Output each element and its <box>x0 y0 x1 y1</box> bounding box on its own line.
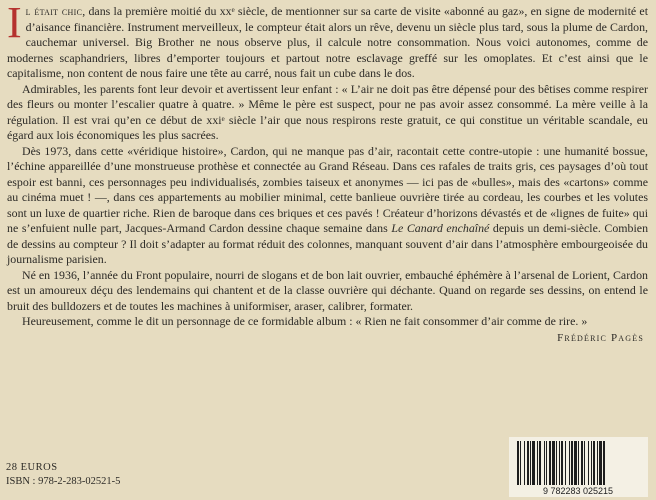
barcode-bar <box>530 441 531 485</box>
barcode-bar <box>578 441 579 485</box>
barcode-bar <box>574 441 577 485</box>
paragraph-1-text: , dans la première moitié du xxᵉ siècle, de mentionner sur sa carte de visite «abonné au gaz», en signe de modernité et d’aisance financière. Instrument merveilleux, le compteur était alors un rêve, devenu un siècle plus tard, sous la plume de Cardon, cauchemar universel. Big Brother ne nous observe plus, il calcule notre consommation. Nous voici autonomes, comme de modernes scaphandriers, libres d’emporter toujours et partout notre esclavage greffé sur les omoplates. Et c’est ainsi que le capitalisme, non content de nous faire une tête au carré, nous fait un cube dans le dos. <box>7 4 648 80</box>
barcode-bar <box>581 441 583 485</box>
price-label: 28 EUROS <box>6 462 58 473</box>
paragraph-4: Né en 1936, l’année du Front populaire, nourri de slogans et de bon lait ouvrier, embauché éphémère à l’arsenal de Lorient, Cardon est un amoureux déçu des lendemains qui chantent et de la classe ouvrière qui déchante. Quand on regarde ses dessins, on entend le bruit des bulldozers et de toutes les machines à uniformiser, araser, calibrer, formater. <box>7 267 648 313</box>
barcode-bar <box>559 441 560 485</box>
barcode-bar <box>549 441 551 485</box>
paragraph-1 <box>7 0 648 82</box>
barcode-bar <box>561 441 563 485</box>
barcode-bar <box>520 441 521 485</box>
paragraph-3-text-b: depuis un demi-siècle. Combien de dessins au compteur ? Il doit s’adapter au format réduit des colonnes, manquant souvent d’air dans l’atmosphère embourgeoisée du journalisme parisien. <box>7 221 649 266</box>
barcode-bar <box>603 441 605 485</box>
barcode-bar <box>571 441 573 485</box>
barcode-bar <box>556 441 557 485</box>
barcode-bar <box>593 441 595 485</box>
paragraph-2: Admirables, les parents font leur devoir et avertissent leur enfant : « L’air ne doit pas être dépensé pour des bêtises comme respirer des fleurs ou monter l’escalier quatre à quatre. » Même le père est suspect, pour ne pas avoir assez consommé. La mère veille à la régulation. Il est vrai qu’en ce début de xxiᵉ siècle l’air que nous respirons reste gratuit, ce qui constitue un véritable scandale, eu égard aux lois économiques les plus sacrées. <box>7 81 648 142</box>
barcode-bar <box>584 441 585 485</box>
barcode-digits: 9 782283 025215 <box>542 486 614 496</box>
barcode-bar <box>599 441 602 485</box>
barcode-bar <box>539 441 541 485</box>
barcode-bar <box>537 441 538 485</box>
barcode <box>509 437 648 497</box>
paragraph-3-text-a: Dès 1973, dans cette «véridique histoire», Cardon, qui ne manque pas d’air, racontait cette contre-utopie : une humanité bossue, l’échine appareillée d’une monstrueuse prothèse et connectée au Grand Réseau. Dans ces rafales de traits gris, ces paysages d’où tout espoir est banni, ces personnages peu individualisés, zombies taiseux et anonymes — ici pas de «bulles», mais des «cartons» comme au cinéma muet ! —, dans ces appartements au mobilier minimal, cette banlieue ouvrière tirée au cordeau, les courbes et les volutes sont un luxe de quartier riche. Rien de baroque dans ces briques et ces pavés ! Créateur d’horizons dévastés et de «lignes de fuite» qui ne s’enfuient nulle part, Jacques-Armand Cardon dessine chaque semaine dans <box>7 143 648 235</box>
barcode-bar <box>517 441 519 485</box>
newspaper-title: Le Canard enchaîné <box>391 221 490 235</box>
barcode-bar <box>588 441 589 485</box>
paragraph-3 <box>7 144 648 268</box>
barcode-bar <box>591 441 592 485</box>
barcode-bar <box>532 441 535 485</box>
barcode-graphic <box>509 437 648 497</box>
barcode-bar <box>524 441 525 485</box>
back-cover-text <box>7 0 649 346</box>
paragraph-5: Heureusement, comme le dit un personnage de ce formidable album : « Rien ne fait consommer d’air comme de rire. » <box>22 314 588 328</box>
barcode-bar <box>527 441 529 485</box>
drop-cap: I <box>7 0 22 47</box>
lead-in: l était chic <box>25 4 83 18</box>
barcode-bar <box>565 441 566 485</box>
barcode-bar <box>597 441 598 485</box>
barcode-bar <box>544 441 545 485</box>
barcode-bar <box>552 441 555 485</box>
barcode-bar <box>546 441 547 485</box>
barcode-bar <box>569 441 570 485</box>
author-signature: Frédéric Pagès <box>557 331 644 344</box>
isbn-label: ISBN : 978-2-283-02521-5 <box>6 476 121 487</box>
